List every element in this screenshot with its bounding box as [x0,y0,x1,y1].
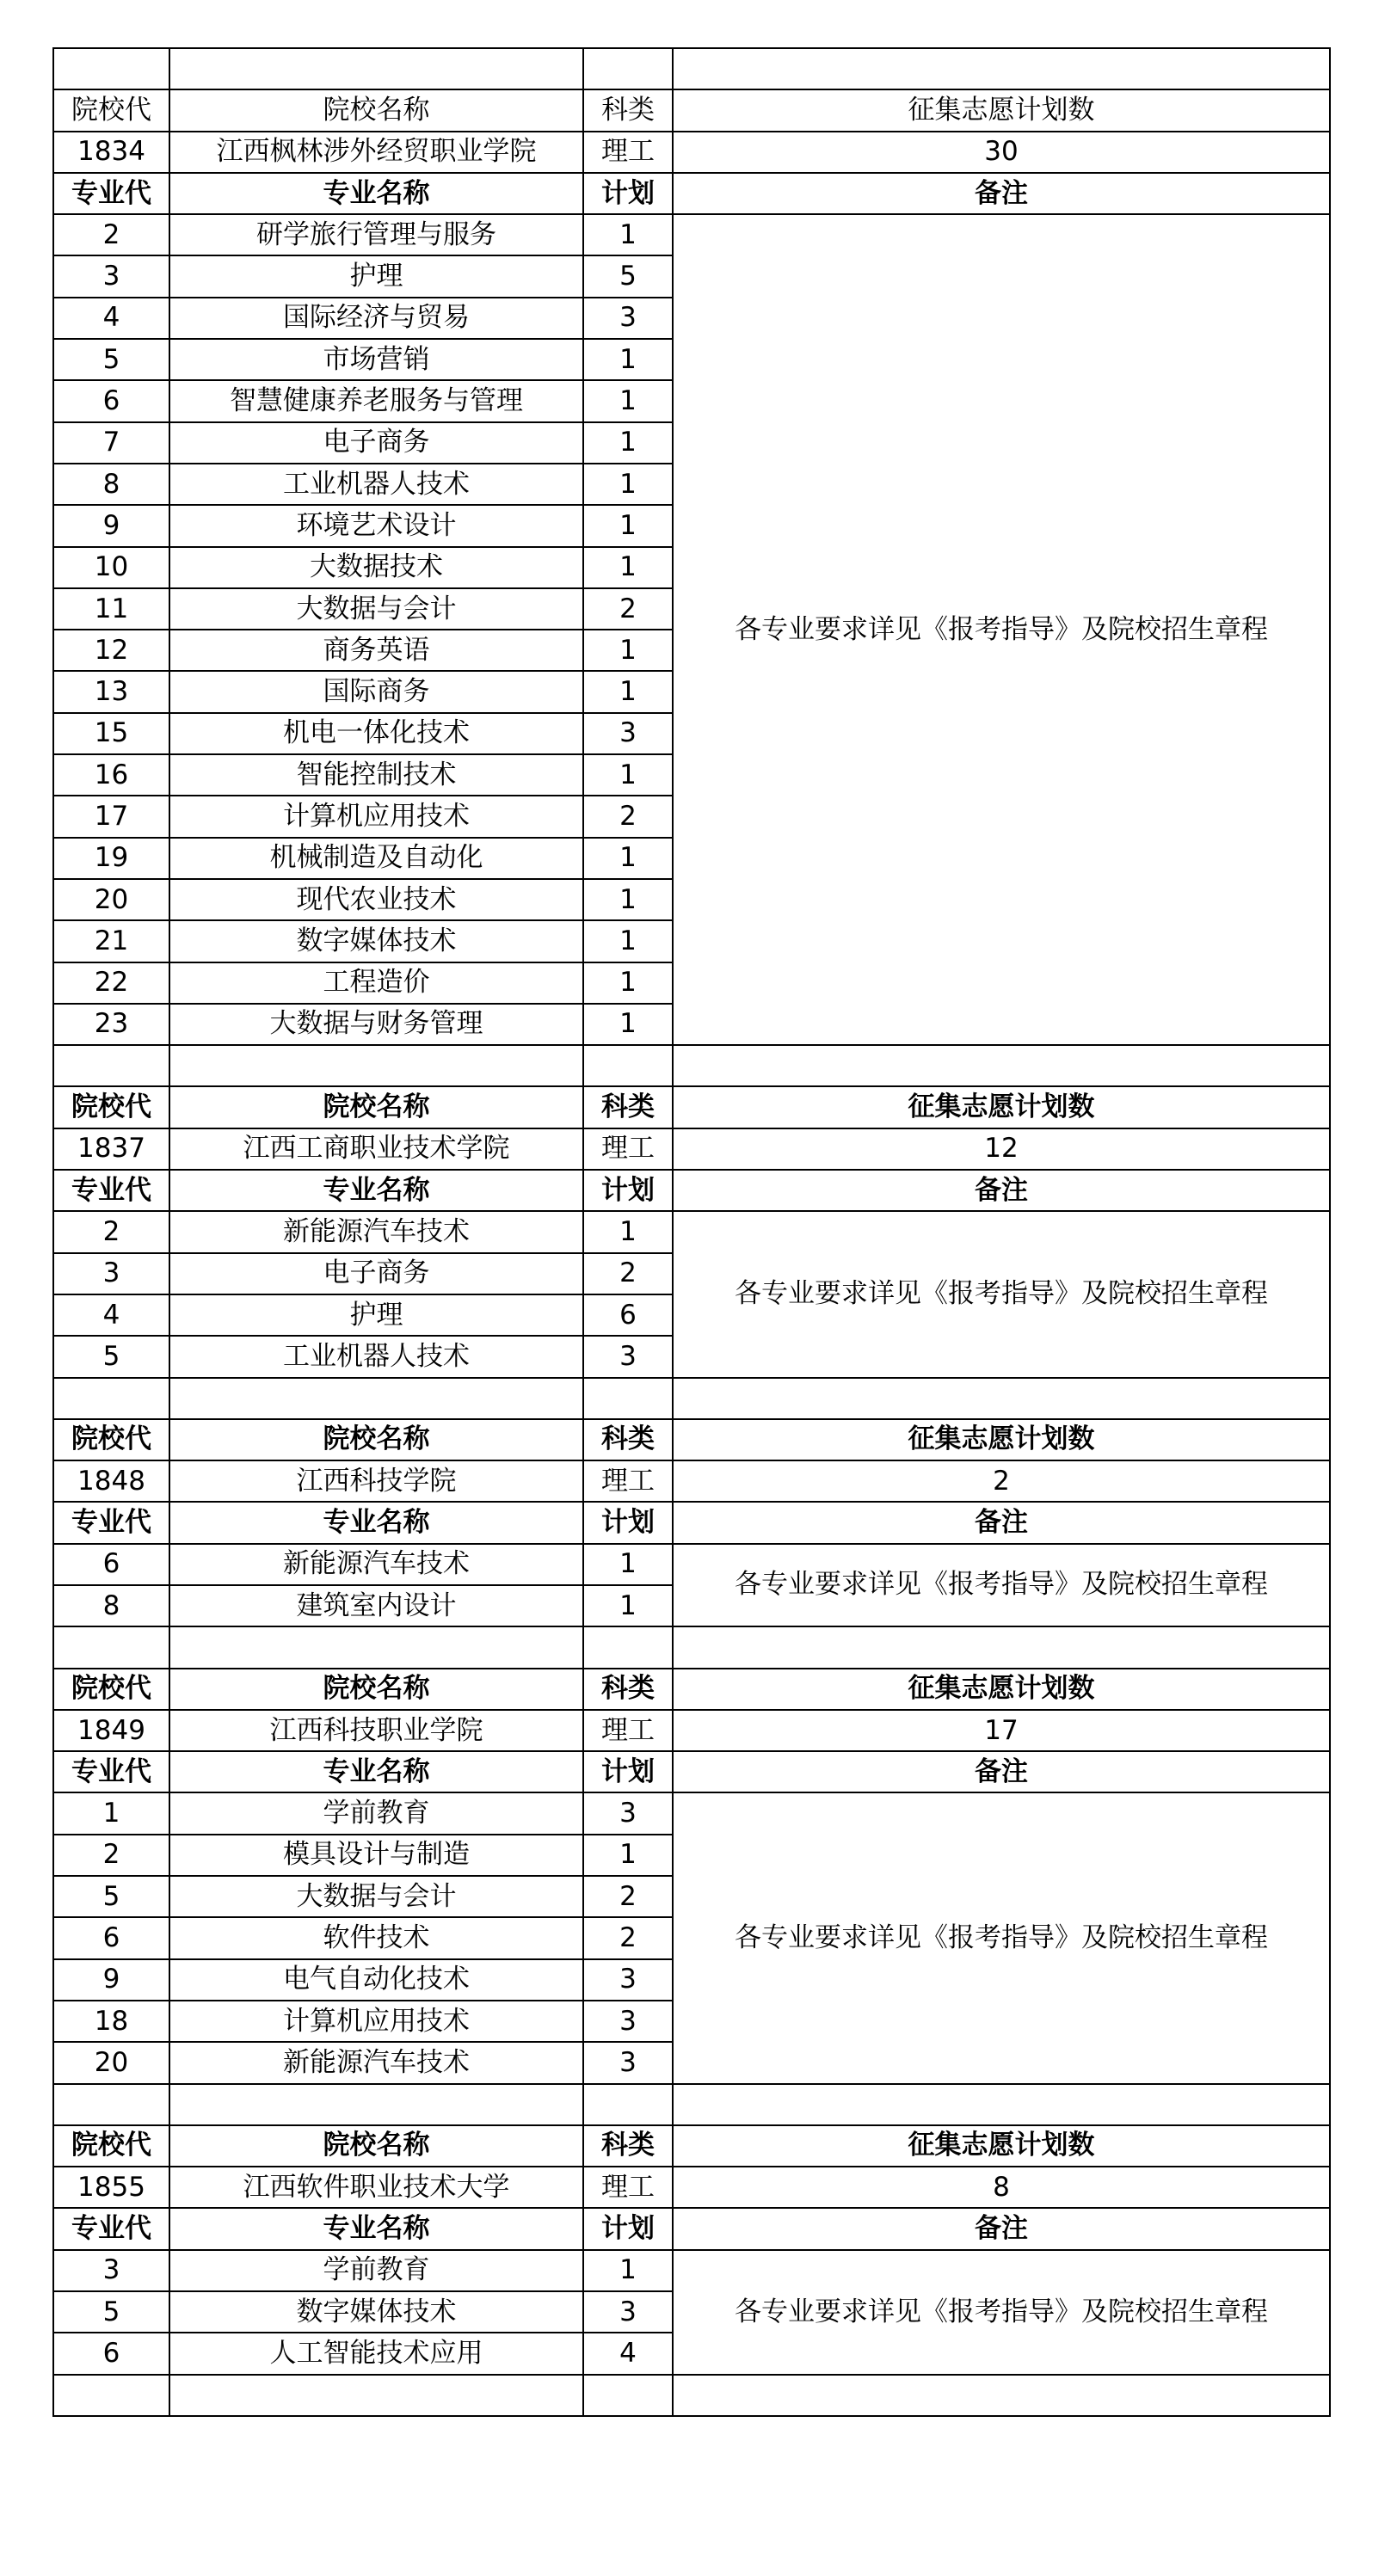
empty-cell [169,48,583,89]
school-code-header: 院校代 [53,2125,169,2167]
major-header-row [53,1170,1330,1211]
major-count: 1 [583,879,673,920]
remark-cell: 各专业要求详见《报考指导》及院校招生章程 [673,1792,1330,2083]
empty-cell [53,2084,169,2125]
empty-cell [169,1045,583,1086]
major-count: 3 [583,713,673,754]
school-plan-count: 17 [673,1710,1330,1751]
major-count: 2 [583,1253,673,1294]
major-count: 1 [583,1585,673,1626]
category-header: 科类 [583,2125,673,2167]
major-row [53,1792,1330,1834]
major-count: 1 [583,962,673,1004]
plan-count-header: 征集志愿计划数 [673,1419,1330,1460]
blank-separator-row [53,1378,1330,1419]
enrollment-plan-sheet [52,47,1329,2417]
major-name: 电子商务 [169,1253,583,1294]
major-row [53,1211,1330,1252]
major-name: 护理 [169,1294,583,1336]
school-category: 理工 [583,2167,673,2208]
major-code: 5 [53,1876,169,1917]
major-name: 大数据与会计 [169,1876,583,1917]
major-code: 4 [53,298,169,339]
major-count: 3 [583,1336,673,1377]
major-count: 3 [583,2001,673,2042]
remark-header: 备注 [673,1502,1330,1543]
major-header-row [53,173,1330,214]
major-code: 5 [53,339,169,380]
major-code: 12 [53,630,169,671]
major-name: 新能源汽车技术 [169,2042,583,2083]
school-category: 理工 [583,1460,673,1502]
major-count: 1 [583,920,673,962]
major-name: 环境艺术设计 [169,505,583,546]
major-name: 机电一体化技术 [169,713,583,754]
major-count-header: 计划 [583,1170,673,1211]
major-name: 智能控制技术 [169,754,583,796]
major-name: 数字媒体技术 [169,2291,583,2333]
major-name: 新能源汽车技术 [169,1544,583,1585]
plan-count-header: 征集志愿计划数 [673,2125,1330,2167]
major-count: 1 [583,2250,673,2291]
school-code: 1855 [53,2167,169,2208]
major-count: 2 [583,796,673,837]
remark-header: 备注 [673,1751,1330,1792]
major-header-row [53,2208,1330,2249]
empty-cell [169,1626,583,1668]
major-code: 20 [53,2042,169,2083]
major-code: 7 [53,422,169,464]
major-code: 6 [53,1917,169,1958]
school-name: 江西工商职业技术学院 [169,1128,583,1170]
major-name: 商务英语 [169,630,583,671]
blank-separator-row [53,2084,1330,2125]
major-count: 6 [583,1294,673,1336]
empty-cell [169,2375,583,2416]
plan-count-header: 征集志愿计划数 [673,1669,1330,1710]
major-header-row [53,1751,1330,1792]
school-plan-count: 8 [673,2167,1330,2208]
school-code: 1834 [53,132,169,173]
major-count: 4 [583,2333,673,2374]
major-count: 1 [583,380,673,421]
enrollment-plan-table [52,47,1331,2417]
school-row [53,132,1330,173]
major-count: 1 [583,505,673,546]
major-name-header: 专业名称 [169,173,583,214]
major-name: 大数据技术 [169,547,583,588]
major-code: 15 [53,713,169,754]
major-code-header: 专业代 [53,1751,169,1792]
major-count: 3 [583,2291,673,2333]
major-code: 9 [53,1959,169,2001]
major-code: 3 [53,255,169,297]
empty-cell [673,2375,1330,2416]
empty-cell [673,1626,1330,1668]
major-count: 1 [583,1004,673,1045]
major-code: 13 [53,671,169,712]
major-name-header: 专业名称 [169,1502,583,1543]
major-code: 2 [53,214,169,255]
school-plan-count: 12 [673,1128,1330,1170]
major-code: 23 [53,1004,169,1045]
school-name: 江西科技学院 [169,1460,583,1502]
school-row [53,1710,1330,1751]
school-category: 理工 [583,1128,673,1170]
major-count: 2 [583,588,673,630]
major-code: 6 [53,1544,169,1585]
major-name: 国际经济与贸易 [169,298,583,339]
major-code: 2 [53,1835,169,1876]
school-code: 1837 [53,1128,169,1170]
major-code-header: 专业代 [53,1170,169,1211]
major-name: 计算机应用技术 [169,796,583,837]
major-code: 5 [53,1336,169,1377]
empty-cell [673,2084,1330,2125]
school-name-header: 院校名称 [169,1086,583,1128]
school-category: 理工 [583,1710,673,1751]
school-name: 江西软件职业技术大学 [169,2167,583,2208]
empty-cell [169,1378,583,1419]
empty-cell [53,1378,169,1419]
major-count: 1 [583,214,673,255]
major-name: 国际商务 [169,671,583,712]
school-code: 1849 [53,1710,169,1751]
major-code: 1 [53,1792,169,1834]
school-name-header: 院校名称 [169,89,583,131]
major-count-header: 计划 [583,1502,673,1543]
school-code-header: 院校代 [53,1669,169,1710]
school-name: 江西枫林涉外经贸职业学院 [169,132,583,173]
major-code-header: 专业代 [53,2208,169,2249]
empty-cell [583,1045,673,1086]
major-count: 3 [583,2042,673,2083]
empty-cell [583,1626,673,1668]
major-name: 护理 [169,255,583,297]
school-header-row [53,1669,1330,1710]
school-code-header: 院校代 [53,1419,169,1460]
school-name-header: 院校名称 [169,2125,583,2167]
major-name-header: 专业名称 [169,1751,583,1792]
major-name: 工业机器人技术 [169,464,583,505]
school-header-row [53,1086,1330,1128]
major-count: 1 [583,838,673,879]
empty-cell [673,1378,1330,1419]
major-code: 22 [53,962,169,1004]
major-row [53,1544,1330,1585]
major-name: 工程造价 [169,962,583,1004]
major-code: 17 [53,796,169,837]
major-row [53,2250,1330,2291]
major-name: 研学旅行管理与服务 [169,214,583,255]
major-name: 大数据与会计 [169,588,583,630]
plan-count-header: 征集志愿计划数 [673,1086,1330,1128]
major-count: 3 [583,1792,673,1834]
major-count: 1 [583,339,673,380]
major-count: 1 [583,547,673,588]
plan-count-header: 征集志愿计划数 [673,89,1330,131]
empty-cell [53,1626,169,1668]
school-code-header: 院校代 [53,1086,169,1128]
school-name-header: 院校名称 [169,1669,583,1710]
table-body [53,48,1330,2416]
school-name-header: 院校名称 [169,1419,583,1460]
blank-separator-row [53,2375,1330,2416]
empty-cell [583,2375,673,2416]
empty-cell [53,2375,169,2416]
empty-cell [53,1045,169,1086]
school-code-header: 院校代 [53,89,169,131]
empty-cell [53,48,169,89]
remark-cell: 各专业要求详见《报考指导》及院校招生章程 [673,214,1330,1045]
empty-cell [583,48,673,89]
major-name: 电子商务 [169,422,583,464]
school-header-row [53,2125,1330,2167]
major-code-header: 专业代 [53,173,169,214]
major-code: 20 [53,879,169,920]
school-plan-count: 2 [673,1460,1330,1502]
major-name: 数字媒体技术 [169,920,583,962]
major-name-header: 专业名称 [169,1170,583,1211]
category-header: 科类 [583,1669,673,1710]
major-count: 1 [583,671,673,712]
major-code: 19 [53,838,169,879]
major-count: 3 [583,298,673,339]
major-count: 1 [583,464,673,505]
major-count: 5 [583,255,673,297]
major-code-header: 专业代 [53,1502,169,1543]
major-count-header: 计划 [583,1751,673,1792]
major-code: 10 [53,547,169,588]
major-name: 建筑室内设计 [169,1585,583,1626]
major-count-header: 计划 [583,2208,673,2249]
major-name: 机械制造及自动化 [169,838,583,879]
major-code: 11 [53,588,169,630]
blank-separator-row [53,1045,1330,1086]
category-header: 科类 [583,1419,673,1460]
major-name: 新能源汽车技术 [169,1211,583,1252]
major-code: 2 [53,1211,169,1252]
major-code: 3 [53,2250,169,2291]
major-name: 工业机器人技术 [169,1336,583,1377]
major-name: 计算机应用技术 [169,2001,583,2042]
major-name: 模具设计与制造 [169,1835,583,1876]
empty-cell [583,1378,673,1419]
remark-cell: 各专业要求详见《报考指导》及院校招生章程 [673,2250,1330,2375]
major-count: 1 [583,754,673,796]
major-name: 电气自动化技术 [169,1959,583,2001]
major-code: 3 [53,1253,169,1294]
category-header: 科类 [583,1086,673,1128]
remark-cell: 各专业要求详见《报考指导》及院校招生章程 [673,1544,1330,1627]
empty-cell [673,48,1330,89]
school-row [53,2167,1330,2208]
major-count: 1 [583,1211,673,1252]
school-row [53,1460,1330,1502]
blank-separator-row [53,1626,1330,1668]
major-name: 学前教育 [169,1792,583,1834]
major-name: 智慧健康养老服务与管理 [169,380,583,421]
major-code: 16 [53,754,169,796]
major-count-header: 计划 [583,173,673,214]
school-code: 1848 [53,1460,169,1502]
category-header: 科类 [583,89,673,131]
major-count: 1 [583,1544,673,1585]
school-name: 江西科技职业学院 [169,1710,583,1751]
blank-separator-row [53,48,1330,89]
remark-header: 备注 [673,173,1330,214]
major-code: 6 [53,380,169,421]
major-code: 18 [53,2001,169,2042]
major-count: 2 [583,1876,673,1917]
major-name: 软件技术 [169,1917,583,1958]
major-code: 21 [53,920,169,962]
remark-header: 备注 [673,2208,1330,2249]
major-count: 1 [583,1835,673,1876]
major-code: 4 [53,1294,169,1336]
major-name: 学前教育 [169,2250,583,2291]
major-name-header: 专业名称 [169,2208,583,2249]
major-header-row [53,1502,1330,1543]
major-count: 1 [583,422,673,464]
major-code: 9 [53,505,169,546]
major-count: 2 [583,1917,673,1958]
remark-cell: 各专业要求详见《报考指导》及院校招生章程 [673,1211,1330,1377]
empty-cell [583,2084,673,2125]
major-name: 人工智能技术应用 [169,2333,583,2374]
school-category: 理工 [583,132,673,173]
empty-cell [673,1045,1330,1086]
school-header-row [53,89,1330,131]
major-code: 5 [53,2291,169,2333]
major-name: 大数据与财务管理 [169,1004,583,1045]
school-plan-count: 30 [673,132,1330,173]
school-header-row [53,1419,1330,1460]
empty-cell [169,2084,583,2125]
remark-header: 备注 [673,1170,1330,1211]
major-name: 市场营销 [169,339,583,380]
major-code: 6 [53,2333,169,2374]
major-count: 1 [583,630,673,671]
school-row [53,1128,1330,1170]
major-count: 3 [583,1959,673,2001]
major-code: 8 [53,1585,169,1626]
major-row [53,214,1330,255]
major-code: 8 [53,464,169,505]
major-name: 现代农业技术 [169,879,583,920]
